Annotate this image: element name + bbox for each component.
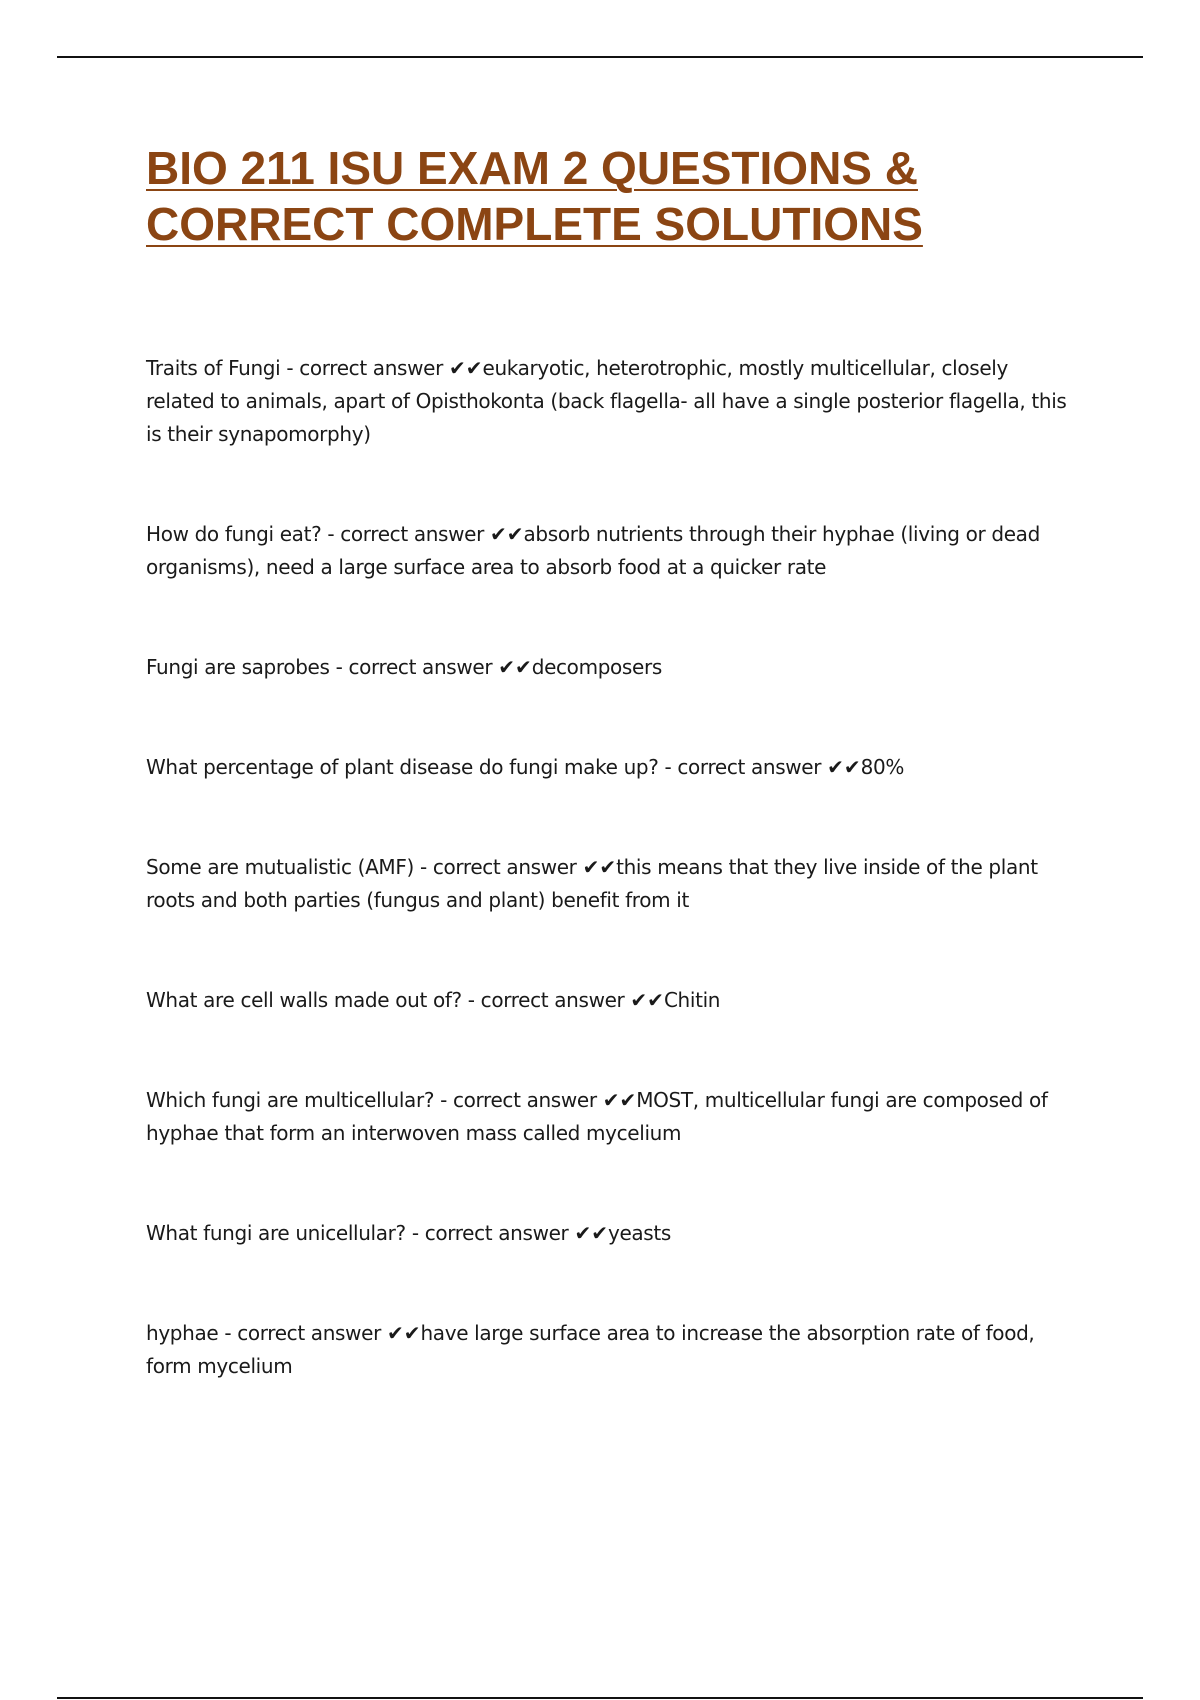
- question-text: What are cell walls made out of?: [146, 988, 462, 1012]
- answer-separator: - correct answer: [405, 1221, 575, 1245]
- answer-separator: - correct answer: [280, 356, 449, 380]
- answer-separator: - correct answer: [413, 855, 583, 879]
- answer-text: eukaryotic, heterotrophic, mostly multicellular, closely related to animals, apart of Opisthokonta (back flagella- all have a single posterior flagella, this is their synapomorphy): [146, 356, 1067, 446]
- answer-text: Chitin: [663, 988, 721, 1012]
- question-text: What percentage of plant disease do fungi make up?: [146, 755, 659, 779]
- check-marks-icon: ✔✔: [827, 755, 861, 779]
- question-text: Fungi are saprobes: [146, 655, 330, 679]
- qa-item: [146, 751, 1076, 784]
- answer-text: decomposers: [531, 655, 662, 679]
- question-text: hyphae: [146, 1321, 219, 1345]
- question-text: Which fungi are multicellular?: [146, 1088, 435, 1112]
- check-marks-icon: ✔✔: [630, 988, 664, 1012]
- qa-item: [146, 518, 1076, 584]
- check-marks-icon: ✔✔: [386, 1321, 421, 1345]
- answer-separator: - correct answer: [461, 988, 631, 1012]
- qa-item: [146, 651, 1076, 684]
- title-line-1: BIO 211 ISU EXAM 2 QUESTIONS &: [146, 142, 918, 194]
- check-marks-icon: ✔✔: [448, 356, 483, 380]
- answer-text: 80%: [860, 755, 905, 779]
- answer-text: yeasts: [607, 1221, 671, 1245]
- answer-text: MOST, multicellular fungi are composed of hyphae that form an interwoven mass called mycelium: [146, 1088, 1048, 1145]
- answer-separator: - correct answer: [321, 522, 490, 546]
- qa-item: [146, 851, 1076, 917]
- answer-text: have large surface area to increase the absorption rate of food, form mycelium: [146, 1321, 1035, 1378]
- answer-text: absorb nutrients through their hyphae (living or dead organisms), need a large surface area to absorb food at a quicker rate: [146, 522, 1040, 579]
- document-title: [146, 140, 1076, 252]
- check-marks-icon: ✔✔: [498, 655, 532, 679]
- answer-separator: - correct answer: [329, 655, 499, 679]
- qa-item: [146, 1217, 1076, 1250]
- answer-separator: - correct answer: [218, 1321, 387, 1345]
- answer-separator: - correct answer: [434, 1088, 603, 1112]
- top-rule: [57, 56, 1143, 58]
- check-marks-icon: ✔✔: [574, 1221, 608, 1245]
- qa-item: [146, 984, 1076, 1017]
- qa-list: [146, 352, 1076, 1383]
- check-marks-icon: ✔✔: [602, 1088, 637, 1112]
- question-text: Traits of Fungi: [146, 356, 281, 380]
- check-marks-icon: ✔✔: [489, 522, 524, 546]
- qa-item: [146, 352, 1076, 451]
- qa-item: [146, 1084, 1076, 1150]
- bottom-rule: [57, 1697, 1143, 1699]
- answer-text: this means that they live inside of the plant roots and both parties (fungus and plant) benefit from it: [146, 855, 1038, 912]
- answer-separator: - correct answer: [658, 755, 828, 779]
- question-text: How do fungi eat?: [146, 522, 322, 546]
- qa-item: [146, 1317, 1076, 1383]
- title-line-2: CORRECT COMPLETE SOLUTIONS: [146, 198, 923, 250]
- check-marks-icon: ✔✔: [582, 855, 617, 879]
- question-text: What fungi are unicellular?: [146, 1221, 406, 1245]
- document-body: [146, 140, 1076, 1450]
- question-text: Some are mutualistic (AMF): [146, 855, 414, 879]
